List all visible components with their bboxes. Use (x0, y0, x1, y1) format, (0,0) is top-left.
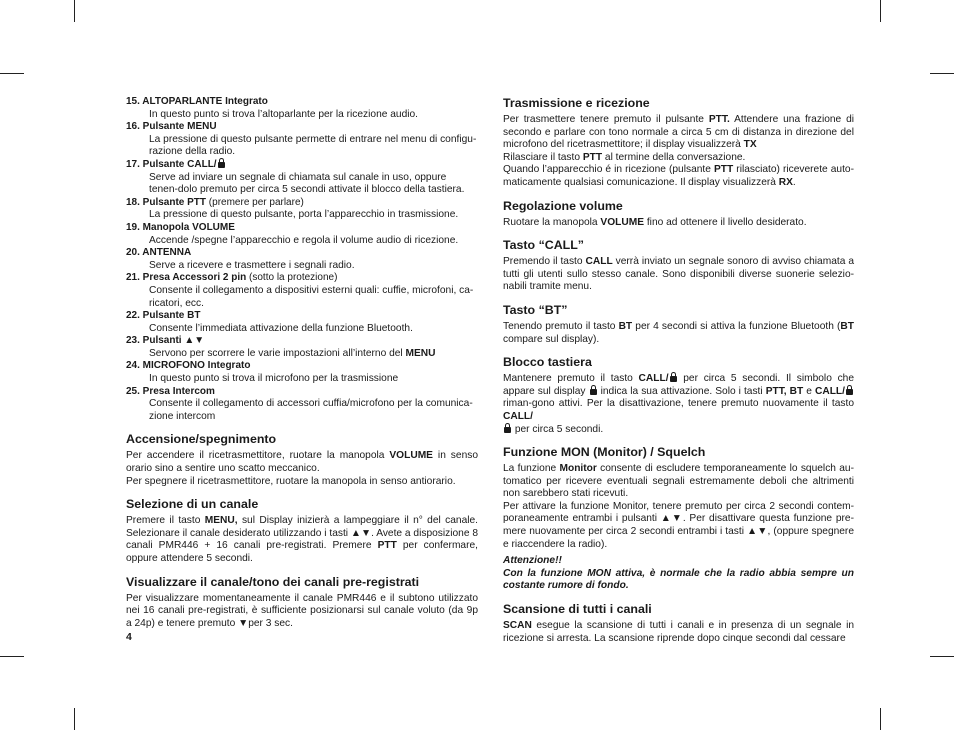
item-text: Consente il collegamento di accessori cuffia/microfono per la comunica-zione intercom (149, 398, 473, 422)
item-text: In questo punto si trova il microfono per la trasmissione (149, 373, 399, 385)
item-text: Consente il collegamento a dispositivi esterni quali: cuffie, microfoni, ca-ricatori, ecc. (149, 284, 474, 309)
item-heading: 23. Pulsanti ▲▼ (126, 335, 205, 347)
warning-label: Attenzione!! (503, 555, 562, 567)
section-title: Trasmissione e ricezione (503, 96, 650, 110)
section-title: Tasto “CALL” (503, 238, 584, 253)
item-text: Servono per scorrere le varie impostazioni all’interno del MENU (149, 347, 436, 359)
item-text: Serve a ricevere e trasmettere i segnali radio. (149, 259, 355, 271)
section-text: Per spegnere il ricetrasmettitore, ruotare la manopola in senso antiorario. (126, 475, 456, 487)
section-title: Scansione di tutti i canali (503, 602, 652, 617)
section-text: Per accendere il ricetrasmettitore, ruotare la manopola VOLUME in senso orario sino a sentire uno scatto meccanico. (126, 450, 478, 475)
crop-mark (880, 708, 881, 730)
crop-mark (930, 73, 954, 74)
item-heading: 17. Pulsante CALL/ (126, 159, 478, 172)
lock-icon (218, 162, 225, 168)
section-title: Regolazione volume (503, 198, 623, 213)
crop-mark (74, 708, 75, 730)
item-heading: 25. Presa Intercom (126, 385, 215, 397)
section-title: Accensione/spegnimento (126, 432, 277, 447)
section-text: Per attivare la funzione Monitor, tenere premuto per circa 2 secondi contem-poraneamente entrambi i pulsanti ▲▼. Per disattivare questa funzione pre-mere nuovamente per circa 2 secondi entrambi i tasti ▲▼, (oppure spegnere e riaccendere la radio). (503, 500, 854, 550)
section-text: Per visualizzare momentaneamente il canale PMR446 e il subtono utilizzato nei 16 canali pre-registrati, è sufficiente posizionarsi sul canale voluto (da 9p a 24p) e tenere premuto ▼per 3 sec. (126, 592, 478, 629)
item-text: In questo punto si trova l’altoparlante per la ricezione audio. (149, 108, 419, 120)
lock-icon (670, 376, 677, 382)
component-list (126, 96, 478, 423)
warning-text: Con la funzione MON attiva, è normale che la radio abbia sempre un costante rumore di fondo. (503, 567, 854, 592)
item-heading: 20. ANTENNA (126, 247, 192, 259)
right-column (503, 96, 854, 645)
item-text: Consente l’immediata attivazione della funzione Bluetooth. (149, 322, 413, 334)
section-text: SCAN esegue la scansione di tutti i canali e in presenza di un segnale in ricezione si arresta. La scansione riprende dopo cinque secondi dal cessare (503, 620, 854, 644)
crop-mark (74, 0, 75, 22)
item-heading: 22. Pulsante BT (126, 310, 201, 322)
section-text: Tenendo premuto il tasto BT per 4 secondi si attiva la funzione Bluetooth (BT compare sul display). (503, 320, 854, 345)
item-text: La pressione di questo pulsante permette di entrare nel menu di configu-razione della radio. (149, 133, 477, 158)
section-text: Ruotare la manopola VOLUME fino ad ottenere il livello desiderato. (503, 216, 807, 228)
section-text: Quando l’apparecchio é in ricezione (pulsante PTT rilasciato) riceverete auto-maticamente qualsiasi comunicazione. Il display visualizzerà RX. (503, 164, 854, 188)
item-text: La pressione di questo pulsante, porta l’apparecchio in trasmissione. (149, 209, 459, 221)
lock-icon (590, 389, 597, 395)
item-heading: 19. Manopola VOLUME (126, 221, 235, 233)
crop-mark (0, 73, 24, 74)
item-text: Serve ad inviare un segnale di chiamata sul canale in uso, oppure tenen-dolo premuto per circa 5 secondi attivate il blocco della tastiera. (149, 171, 465, 196)
section-text: Rilasciare il tasto PTT al termine della conversazione. (503, 151, 746, 163)
page-number: 4 (126, 631, 132, 644)
item-heading: 15. ALTOPARLANTE Integrato (126, 96, 268, 107)
item-heading: 18. Pulsante PTT (premere per parlare) (126, 196, 304, 208)
section-title: Tasto “BT” (503, 302, 568, 317)
section-title: Selezione di un canale (126, 497, 259, 512)
item-heading: 16. Pulsante MENU (126, 121, 217, 133)
section-text: Premendo il tasto CALL verrà inviato un segnale sonoro di avviso chiamata a tutti gli utenti sullo stesso canale. Sono disponibili diverse suonerie selezio-nabili tramite menu. (503, 256, 855, 293)
section-title: Funzione MON (Monitor) / Squelch (503, 445, 706, 460)
item-text: Accende /spegne l’apparecchio e regola il volume audio di ricezione. (149, 234, 459, 246)
lock-icon (846, 389, 853, 395)
lock-icon (504, 427, 511, 433)
section-title: Blocco tastiera (503, 355, 592, 370)
left-column (126, 96, 478, 644)
item-heading: 24. MICROFONO Integrato (126, 360, 251, 372)
section-text: Per trasmettere tenere premuto il pulsante PTT. Attendere una frazione di secondo e parlare con tono normale a circa 5 cm di distanza in direzione del microfono del ricetrasmettitore; il display visualizzerà TX (503, 114, 854, 151)
section-text: Premere il tasto MENU, sul Display inizierà a lampeggiare il n° del canale. Selezionare il canale desiderato utilizzando i tasti ▲▼. Avete a disposizione 8 canali PMR446 + 16 canali pre-registrati. Premere PTT per confermare, oppure attendere 5 secondi. (126, 515, 478, 564)
crop-mark (880, 0, 881, 22)
section-text: La funzione Monitor consente di escludere temporaneamente lo squelch au-tomatico per ricevere eventuali segnali estremamente deboli che altrimenti non sarebbero stati ricevuti. (503, 463, 854, 500)
crop-mark (930, 656, 954, 657)
item-heading: 21. Presa Accessori 2 pin (sotto la protezione) (126, 272, 338, 284)
section-text: Mantenere premuto il tasto CALL/ per circa 5 secondi. Il simbolo che appare sul display indica la sua attivazione. Solo i tasti PTT, BT e CALL/ riman-gono attivi. Per la disattivazione, tenere premuto nuovamente il tasto CALL/ per circa 5 secondi. (503, 373, 855, 435)
section-title: Visualizzare il canale/tono dei canali pre-registrati (126, 574, 420, 589)
crop-mark (0, 656, 24, 657)
